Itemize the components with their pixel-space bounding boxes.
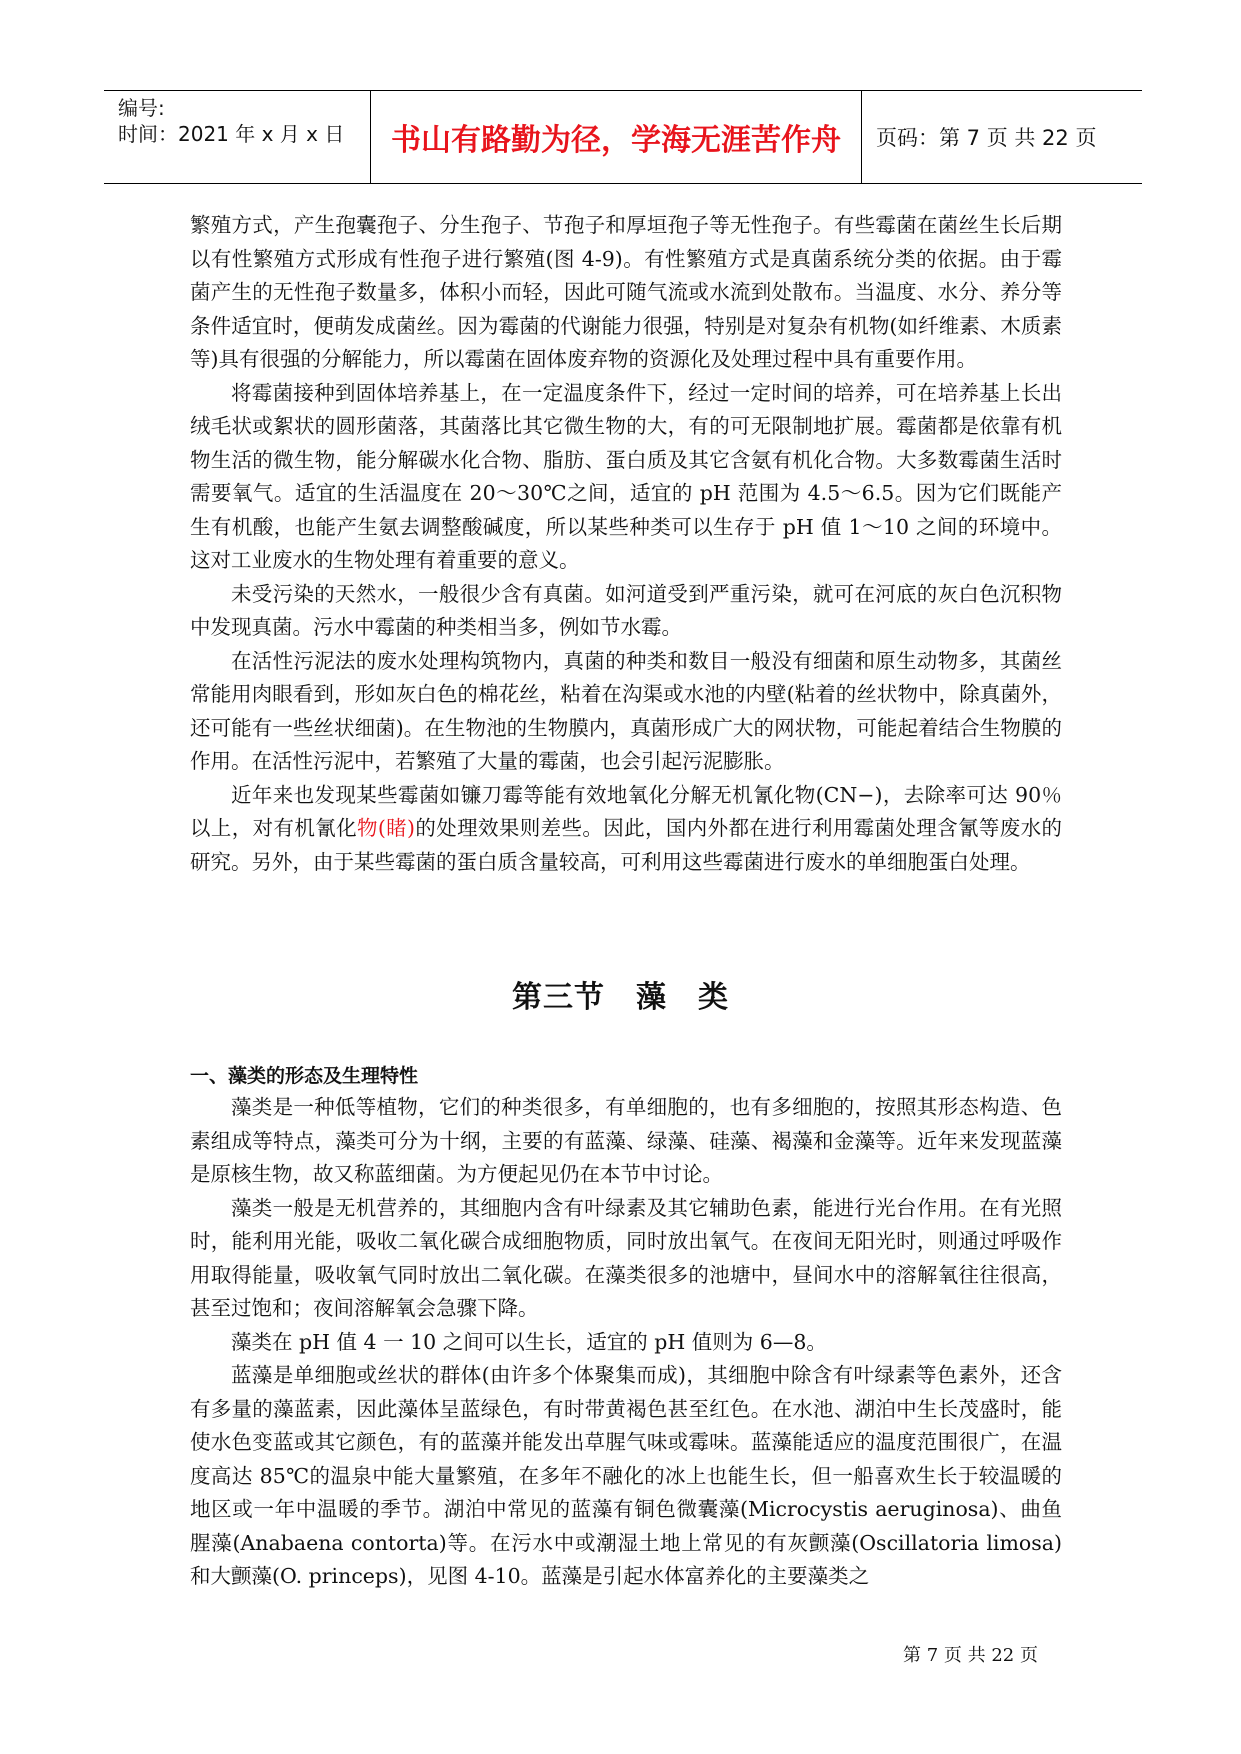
section-title: 第三节 藻 类 xyxy=(512,980,729,1015)
page-header xyxy=(104,90,1142,184)
paragraph-4: 在活性污泥法的废水处理构筑物内，真菌的种类和数目一般没有细菌和原生动物多，其菌丝常能用肉眼看到，形如灰白色的棉花丝，粘着在沟渠或水池的内壁(粘着的丝状物中，除真菌外，还可能有一些丝状细菌)。在生物池的生物膜内，真菌形成广大的网状物，可能起着结合生物膜的作用。在活性污泥中，若繁殖了大量的霉菌，也会引起污泥膨胀。 xyxy=(190,648,1062,773)
document-time: 时间：2021 年 x 月 x 日 xyxy=(118,122,345,146)
header-meta xyxy=(104,91,370,183)
paragraph-5-part-b: 的处理效果则差些。因此，国内外都在进行利用霉菌处理含氰等废水的研究。另外，由于某些霉菌的蛋白质含量较高，可利用这些霉菌进行废水的单细胞蛋白处理。 xyxy=(190,816,1063,874)
page-footer: 第 7 页 共 22 页 xyxy=(903,1645,1038,1666)
paragraph-7: 藻类一般是无机营养的，其细胞内含有叶绿素及其它辅助色素，能进行光台作用。在有光照时，能利用光能，吸收二氧化碳合成细胞物质，同时放出氧气。在夜间无阳光时，则通过呼吸作用取得能量，吸收氧气同时放出二氧化碳。在藻类很多的池塘中，昼间水中的溶解氧往往很高，甚至过饱和；夜间溶解氧会急骤下降。 xyxy=(190,1195,1062,1320)
document-number: 编号: xyxy=(118,96,165,120)
paragraph-1: 繁殖方式，产生孢囊孢子、分生孢子、节孢子和厚垣孢子等无性孢子。有些霉菌在菌丝生长后期以有性繁殖方式形成有性孢子进行繁殖(图 4-9)。有性繁殖方式是真菌系统分类的依据。由于霉菌产生的无性孢子数量多，体积小而轻，因此可随气流或水流到处散布。当温度、水分、养分等条件适宜时，便萌发成菌丝。因为霉菌的代谢能力很强，特别是对复杂有机物(如纤维素、木质素等)具有很强的分解能力，所以霉菌在固体废弃物的资源化及处理过程中具有重要作用。 xyxy=(190,213,1062,371)
paragraph-5-part-a: 近年来也发现某些霉菌如镰刀霉等能有效地氧化分解无机氰化物(CN−)，去除率可达 90％以上，对有机氰化 xyxy=(190,782,1062,840)
subheading: 一、藻类的形态及生理特性 xyxy=(190,1065,419,1087)
paragraph-6: 藻类是一种低等植物，它们的种类很多，有单细胞的，也有多细胞的，按照其形态构造、色素组成等特点，藻类可分为十纲，主要的有蓝藻、绿藻、硅藻、褐藻和金藻等。近年来发现蓝藻是原核生物，故又称蓝细菌。为方便起见仍在本节中讨论。 xyxy=(190,1095,1062,1186)
paragraph-2: 将霉菌接种到固体培养基上，在一定温度条件下，经过一定时间的培养，可在培养基上长出绒毛状或絮状的圆形菌落，其菌落比其它微生物的大，有的可无限制地扩展。霉菌都是依靠有机物生活的微生物，能分解碳水化合物、脂肪、蛋白质及其它含氨有机化合物。大多数霉菌生活时需要氧气。适宜的生活温度在 20～30℃之间，适宜的 pH 范围为 4.5～6.5。因为它们既能产生有机酸，也能产生氨去调整酸碱度，所以某些种类可以生存于 pH 值 1～10 之间的环境中。这对工业废水的生物处理有着重要的意义。 xyxy=(190,380,1062,572)
paragraph-9: 蓝藻是单细胞或丝状的群体(由许多个体聚集而成)，其细胞中除含有叶绿素等色素外，还含有多量的藻蓝素，因此藻体呈蓝绿色，有时带黄褐色甚至红色。在水池、湖泊中生长茂盛时，能使水色变蓝或其它颜色，有的蓝藻并能发出草腥气味或霉味。蓝藻能适应的温度范围很广，在温度高达 85℃的温泉中能大量繁殖，在多年不融化的冰上也能生长，但一船喜欢生长于较温暖的地区或一年中温暖的季节。湖泊中常见的蓝藻有铜色微囊藻(Microcystis aeruginosa)、曲鱼腥藻(Anabaena contorta)等。在污水中或潮湿土地上常见的有灰颤藻(Oscillatoria limosa)和大颤藻(O. princeps)，见图 4-10。蓝藻是引起水体富养化的主要藻类之 xyxy=(190,1363,1062,1588)
header-motto: 书山有路勤为径，学海无涯苦作舟 xyxy=(370,91,862,183)
paragraph-5 xyxy=(190,779,1062,880)
paragraph-5-highlight: 物(睹) xyxy=(356,816,416,840)
paragraph-3: 未受污染的天然水，一般很少含有真菌。如河道受到严重污染，就可在河底的灰白色沉积物中发现真菌。污水中霉菌的种类相当多，例如节水霉。 xyxy=(190,581,1062,639)
body-text-lower xyxy=(190,1091,1062,1594)
header-page-number: 页码：第 7 页 共 22 页 xyxy=(876,126,1097,150)
paragraph-8: 藻类在 pH 值 4 一 10 之间可以生长，适宜的 pH 值则为 6—8。 xyxy=(231,1329,827,1354)
body-text-upper xyxy=(190,209,1062,879)
